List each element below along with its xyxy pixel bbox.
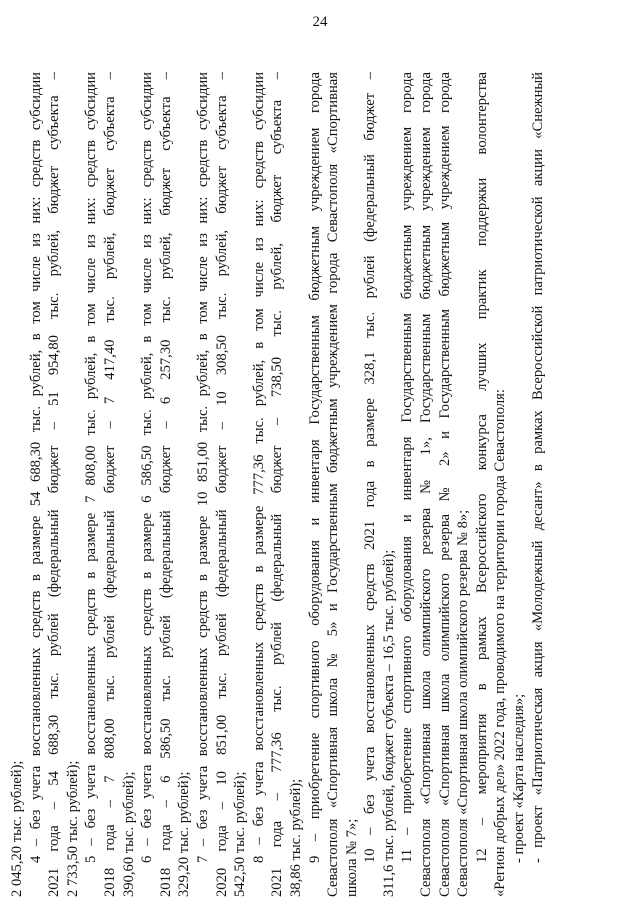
text-line: школа № 7»;: [343, 818, 360, 897]
text-line: «Регион добрых дел» 2022 года, проводимого на территории города Севастополя:: [492, 389, 509, 897]
document-body: [8, 58, 618, 903]
text-line: 2021 года – 777,36 тыс. рублей (федеральный бюджет – 738,50 тыс. рублей, бюджет субъекта –: [269, 72, 286, 897]
text-line: 2 045,20 тыс. рублей);: [9, 760, 25, 897]
text-line: 10 – без учета восстановленных средств 2021 года в размере 328,1 тыс. рублей (федеральный бюджет –: [362, 72, 379, 863]
text-line: 2018 года – 7 808,00 тыс. рублей (федеральный бюджет – 7 417,40 тыс. рублей, бюджет субъекта –: [101, 72, 118, 897]
text-line: - проект «Патриотическая акция «Молодежный десант» в рамках Всероссийской патриотической акции «Снежный: [529, 72, 546, 863]
text-line: 12 – мероприятия в рамках Всероссийского конкурса лучших практик поддержки волонтерства: [473, 72, 490, 863]
text-line: 2020 года – 10 851,00 тыс. рублей (федеральный бюджет – 10 308,50 тыс. рублей, бюджет субъекта –: [213, 72, 230, 897]
text-line: Севастополя «Спортивная школа олимпийского резерва № 2» и Государственным бюджетным учреждением города: [436, 72, 453, 897]
text-line: Севастополя «Спортивная школа олимпийского резерва № 1», Государственным бюджетным учреждением города: [418, 72, 435, 897]
text-line: 542,50 тыс. рублей);: [232, 771, 249, 897]
text-line: 11 – приобретение спортивного оборудования и инвентаря Государственным бюджетным учреждением города: [399, 72, 416, 863]
text-line: Севастополя «Спортивная школа № 5» и Государственным бюджетным учреждением города Севастополя «Спортивная: [325, 72, 342, 897]
text-line: - проект «Карта наследия»;: [511, 693, 528, 863]
text-line: 390,60 тыс. рублей);: [120, 771, 137, 897]
text-line: 2018 года – 6 586,50 тыс. рублей (федеральный бюджет – 6 257,30 тыс. рублей, бюджет субъекта –: [157, 72, 174, 897]
text-line: 329,20 тыс. рублей);: [176, 771, 193, 897]
text-line: 2 733,50 тыс. рублей);: [64, 760, 81, 897]
text-line: 4 – без учета восстановленных средств в размере 54 688,30 тыс. рублей, в том числе из них: средств субсидии: [27, 72, 44, 863]
text-line: 5 – без учета восстановленных средств в размере 7 808,00 тыс. рублей, в том числе из них: средств субсидии: [83, 72, 100, 863]
text-line: 2021 года – 54 688,30 тыс. рублей (федеральный бюджет – 51 954,80 тыс. рублей, бюджет субъекта –: [46, 72, 63, 897]
text-line: Севастополя «Спортивная школа олимпийского резерва № 8»;: [455, 509, 472, 897]
text-line: 8 – без учета восстановленных средств в размере 777,36 тыс. рублей, в том числе из них: средств субсидии: [250, 72, 267, 863]
page-number: 24: [312, 14, 328, 30]
text-line: 311,6 тыс. рублей, бюджет субъекта – 16,5 тыс. рублей);: [380, 549, 397, 897]
text-line: 9 – приобретение спортивного оборудования и инвентаря Государственным бюджетным учреждением города: [306, 72, 323, 863]
text-line: 7 – без учета восстановленных средств в размере 10 851,00 тыс. рублей, в том числе из них: средств субсидии: [194, 72, 211, 863]
text-line: 38,86 тыс. рублей);: [287, 778, 304, 897]
rotated-text-block: [8, 58, 618, 903]
text-line: 6 – без учета восстановленных средств в размере 6 586,50 тыс. рублей, в том числе из них: средств субсидии: [139, 72, 156, 863]
